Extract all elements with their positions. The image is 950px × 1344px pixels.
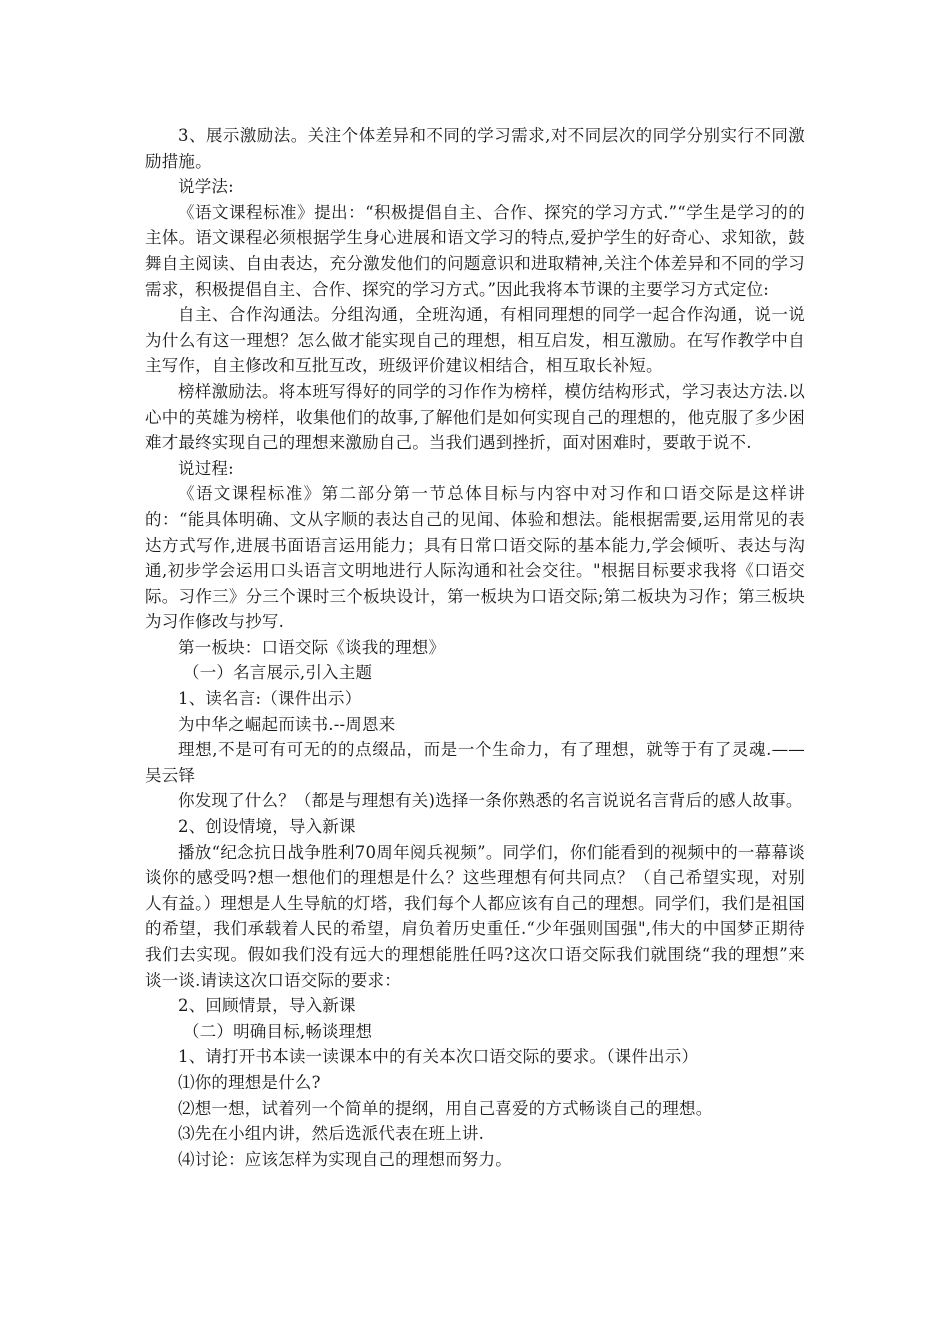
item-read-quotes: 1、读名言:（课件出示） bbox=[178, 689, 362, 709]
quote-zhou-enlai: 为中华之崛起而读书.--周恩来 bbox=[178, 714, 396, 734]
paragraph-curriculum-standard: 《语文课程标准》提出：“积极提倡自主、合作、探究的学习方式.”“学生是学习的的主体。语文课程必须根据学生身心进展和语文学习的特点,爱护学生的好奇心、求知欲，鼓舞自主阅读、自由表达，充分激发他们的问题意识和进取精神,关注个体差异和不同的学习需求，积极提倡自主、合作、探究的学习方式。”因此我将本节课的主要学习方式定位: bbox=[145, 202, 805, 299]
heading-section-one: 第一板块：口语交际《谈我的理想》 bbox=[178, 637, 446, 657]
item-review-scenario: 2、回顾情景，导入新课 bbox=[178, 996, 356, 1016]
paragraph-discovery-question: 你发现了什么？（都是与理想有关)选择一条你熟悉的名言说说名言背后的感人故事。 bbox=[178, 791, 803, 811]
heading-learning-method: 说学法: bbox=[178, 177, 234, 197]
paragraph-curriculum-goals: 《语文课程标准》第二部分第一节总体目标与内容中对习作和口语交际是这样讲的：“能具体明确、文从字顺的表达自己的见闻、体验和想法。能根据需要,运用常见的表达方式写作,进展书面语言运用能力；具有日常口语交际的基本能力,学会倾听、表达与沟通,初步学会运用口头语言文明地进行人际沟通和社会交往。"根据目标要求我将《口语交际。习作三》分三个课时三个板块设计，第一板块为口语交际;第二板块为习作；第三板块为习作修改与抄写. bbox=[145, 484, 805, 632]
paragraph-cooperative-method: 自主、合作沟通法。分组沟通，全班沟通，有相同理想的同学一起合作沟通，说一说为什么有这一理想？怎么做才能实现自己的理想，相互启发，相互激励。在写作教学中自主写作，自主修改和互批互改，班级评价建议相结合，相互取长补短。 bbox=[145, 305, 805, 376]
heading-process: 说过程: bbox=[178, 458, 234, 478]
heading-quotes-intro: （一）名言展示,引入主题 bbox=[183, 663, 373, 683]
requirement-4: ⑷讨论：应该怎样为实现自己的理想而努力。 bbox=[178, 1149, 512, 1169]
paragraph-parade-video: 播放“纪念抗日战争胜利70周年阅兵视频”。同学们，你们能看到的视频中的一幕幕谈谈你的感受吗?想一想他们的理想是什么？这些理想有何共同点？（自己希望实现，对别人有益。）理想是人生导航的灯塔，我们每个人都应该有自己的理想。同学们，我们是祖国的希望，我们承载着人民的希望，肩负着历史重任.“少年强则国强",伟大的中国梦正期待我们去实现。假如我们没有远大的理想能胜任吗?这次口语交际我们就围绕“我的理想”来谈一谈.请读这次口语交际的要求： bbox=[145, 842, 805, 990]
requirement-1: ⑴你的理想是什么? bbox=[178, 1072, 321, 1092]
requirement-3: ⑶先在小组内讲，然后选派代表在班上讲. bbox=[178, 1124, 485, 1144]
heading-clarify-goals: （二）明确目标,畅谈理想 bbox=[183, 1021, 373, 1041]
requirement-2: ⑵想一想，试着列一个简单的提纲，用自己喜爱的方式畅谈自己的理想。 bbox=[178, 1098, 713, 1118]
document-body bbox=[145, 123, 805, 1172]
quote-wu-yunduo: 理想,不是可有可无的的点缀品，而是一个生命力，有了理想，就等于有了灵魂.——吴云铎 bbox=[145, 740, 805, 785]
item-create-scenario: 2、创设情境，导入新课 bbox=[178, 817, 356, 837]
item-open-book: 1、请打开书本读一读课本中的有关本次口语交际的要求。（课件出示） bbox=[178, 1047, 699, 1067]
paragraph-motivation-method: 3、展示激励法。关注个体差异和不同的学习需求,对不同层次的同学分别实行不同激励措施。 bbox=[145, 126, 805, 171]
paragraph-role-model-method: 榜样激励法。将本班写得好的同学的习作作为榜样，模仿结构形式，学习表达方法.以心中的英雄为榜样，收集他们的故事,了解他们是如何实现自己的理想的，他克服了多少困难才最终实现自己的理想来激励自己。当我们遇到挫折，面对困难时，要敢于说不. bbox=[145, 381, 805, 453]
